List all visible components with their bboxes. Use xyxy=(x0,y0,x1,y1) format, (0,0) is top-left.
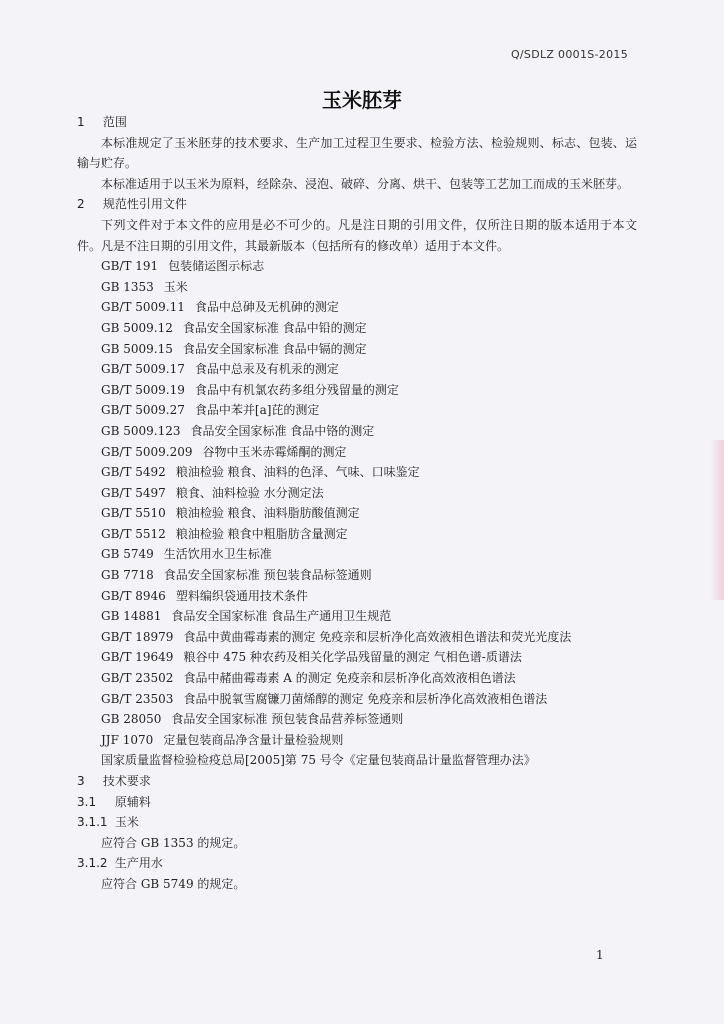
scope-paragraph: 本标准规定了玉米胚芽的技术要求、生产加工过程卫生要求、检验方法、检验规则、标志、包装、运输与贮存。 xyxy=(77,135,637,171)
reference-title: 食品安全国家标准 食品中镉的测定 xyxy=(182,341,367,356)
reference-item xyxy=(77,503,637,524)
reference-code: JJF 1070 xyxy=(101,732,154,747)
reference-item xyxy=(77,421,637,442)
reference-title: 食品安全国家标准 食品中铬的测定 xyxy=(190,423,375,438)
references-intro: 下列文件对于本文件的应用是必不可少的。凡是注日期的引用文件，仅所注日期的版本适用于本文件。凡是不注日期的引用文件，其最新版本（包括所有的修改单）适用于本文件。 xyxy=(77,217,637,253)
reference-item xyxy=(77,627,637,648)
section-title: 规范性引用文件 xyxy=(102,197,187,212)
reference-title: 生活饮用水卫生标准 xyxy=(163,547,272,562)
reference-code: GB/T 23502 xyxy=(101,671,174,686)
reference-code: GB/T 5492 xyxy=(101,465,166,480)
subsection-3-1-1-heading xyxy=(77,812,637,833)
reference-title: 粮食、油料检验 水分测定法 xyxy=(175,485,324,500)
reference-title: 食品安全国家标准 预包装食品营养标签通则 xyxy=(171,712,404,727)
subsection-number: 3.1 xyxy=(77,794,97,809)
reference-code: GB/T 5009.11 xyxy=(101,300,185,315)
page-number: 1 xyxy=(596,948,604,962)
subsection-3-1-heading xyxy=(77,792,637,813)
standard-code: Q/SDLZ 0001S-2015 xyxy=(510,48,628,61)
reference-item xyxy=(77,442,637,463)
reference-title: 食品中脱氧雪腐镰刀菌烯醇的测定 免疫亲和层析净化高效液相色谱法 xyxy=(183,691,548,706)
reference-code: GB/T 5009.209 xyxy=(101,444,193,459)
reference-item xyxy=(77,318,637,339)
section-title: 技术要求 xyxy=(102,774,151,788)
reference-item xyxy=(77,400,637,421)
reference-item xyxy=(77,668,637,689)
section-number: 2 xyxy=(77,197,85,212)
section-title: 范围 xyxy=(102,115,127,129)
reference-code: GB 5009.123 xyxy=(101,423,181,438)
subsection-title: 生产用水 xyxy=(114,856,163,871)
reference-item xyxy=(77,256,637,277)
document-body xyxy=(77,112,637,895)
reference-title: 食品中总砷及无机砷的测定 xyxy=(194,300,339,315)
reference-title: 包装储运图示标志 xyxy=(168,259,265,274)
reference-title: 食品中黄曲霉毒素的测定 免疫亲和层析净化高效液相色谱法和荧光光度法 xyxy=(183,629,572,644)
reference-code: GB 14881 xyxy=(101,609,162,624)
decree-reference: 国家质量监督检验检疫总局[2005]第 75 号令《定量包装商品计量监督管理办法》 xyxy=(101,753,536,768)
reference-code: GB/T 5009.17 xyxy=(101,362,185,377)
reference-title: 食品安全国家标准 食品生产通用卫生规范 xyxy=(171,609,392,624)
reference-item xyxy=(77,689,637,710)
reference-code: GB 5009.12 xyxy=(101,320,173,335)
reference-code: GB 28050 xyxy=(101,712,162,727)
reference-title: 食品中苯并[a]芘的测定 xyxy=(194,403,320,418)
scope-paragraph: 本标准适用于以玉米为原料，经除杂、浸泡、破碎、分离、烘干、包装等工艺加工而成的玉米胚芽。 xyxy=(101,176,630,191)
reference-item xyxy=(77,565,637,586)
reference-code: GB 1353 xyxy=(101,279,154,294)
reference-item xyxy=(77,483,637,504)
reference-title: 塑料编织袋通用技术条件 xyxy=(175,588,308,603)
reference-title: 粮谷中 475 种农药及相关化学品残留量的测定 气相色谱-质谱法 xyxy=(183,650,522,665)
reference-item xyxy=(77,730,637,751)
reference-item xyxy=(77,462,637,483)
reference-title: 食品中总汞及有机汞的测定 xyxy=(194,362,339,377)
reference-code: GB/T 5009.19 xyxy=(101,382,185,397)
reference-code: GB 5009.15 xyxy=(101,341,173,356)
subsection-number: 3.1.2 xyxy=(77,856,108,871)
reference-code: GB 5749 xyxy=(101,547,154,562)
reference-code: GB/T 8946 xyxy=(101,588,166,603)
reference-code: GB/T 5009.27 xyxy=(101,403,185,418)
section-number: 1 xyxy=(77,115,85,129)
reference-item xyxy=(77,709,637,730)
section-1-heading xyxy=(77,112,637,133)
reference-list xyxy=(77,256,637,750)
reference-title: 食品中赭曲霉毒素 A 的测定 免疫亲和层析净化高效液相色谱法 xyxy=(183,671,516,686)
reference-item xyxy=(77,359,637,380)
reference-title: 食品中有机氯农药多组分残留量的测定 xyxy=(194,382,399,397)
reference-title: 粮油检验 粮食、油料脂肪酸值测定 xyxy=(175,506,360,521)
reference-item xyxy=(77,277,637,298)
section-2-heading xyxy=(77,194,637,215)
reference-item xyxy=(77,297,637,318)
reference-title: 谷物中玉米赤霉烯酮的测定 xyxy=(202,444,347,459)
reference-code: GB/T 23503 xyxy=(101,691,174,706)
reference-item xyxy=(77,586,637,607)
subsection-title: 玉米 xyxy=(114,815,139,830)
reference-item xyxy=(77,524,637,545)
subsection-title: 原辅料 xyxy=(114,794,151,809)
reference-item xyxy=(77,606,637,627)
reference-item xyxy=(77,544,637,565)
reference-code: GB/T 18979 xyxy=(101,629,174,644)
reference-code: GB/T 191 xyxy=(101,259,159,274)
subsection-3-1-2-heading xyxy=(77,853,637,874)
edge-stain xyxy=(710,440,724,600)
subsection-number: 3.1.1 xyxy=(77,815,108,830)
reference-title: 粮油检验 粮食、油料的色泽、气味、口味鉴定 xyxy=(175,465,420,480)
reference-title: 食品安全国家标准 预包装食品标签通则 xyxy=(163,568,372,583)
reference-item xyxy=(77,647,637,668)
reference-code: GB 7718 xyxy=(101,568,154,583)
requirement-text: 应符合 GB 1353 的规定。 xyxy=(101,835,246,850)
requirement-text: 应符合 GB 5749 的规定。 xyxy=(101,876,246,891)
reference-code: GB/T 5512 xyxy=(101,526,166,541)
reference-title: 粮油检验 粮食中粗脂肪含量测定 xyxy=(175,526,348,541)
reference-title: 食品安全国家标准 食品中铅的测定 xyxy=(182,320,367,335)
document-title: 玉米胚芽 xyxy=(322,88,402,112)
reference-item xyxy=(77,380,637,401)
reference-code: GB/T 5510 xyxy=(101,506,166,521)
reference-title: 玉米 xyxy=(163,279,188,294)
reference-item xyxy=(77,339,637,360)
section-3-heading xyxy=(77,771,637,792)
reference-title: 定量包装商品净含量计量检验规则 xyxy=(163,732,344,747)
reference-code: GB/T 5497 xyxy=(101,485,166,500)
section-number: 3 xyxy=(77,774,85,788)
reference-code: GB/T 19649 xyxy=(101,650,174,665)
